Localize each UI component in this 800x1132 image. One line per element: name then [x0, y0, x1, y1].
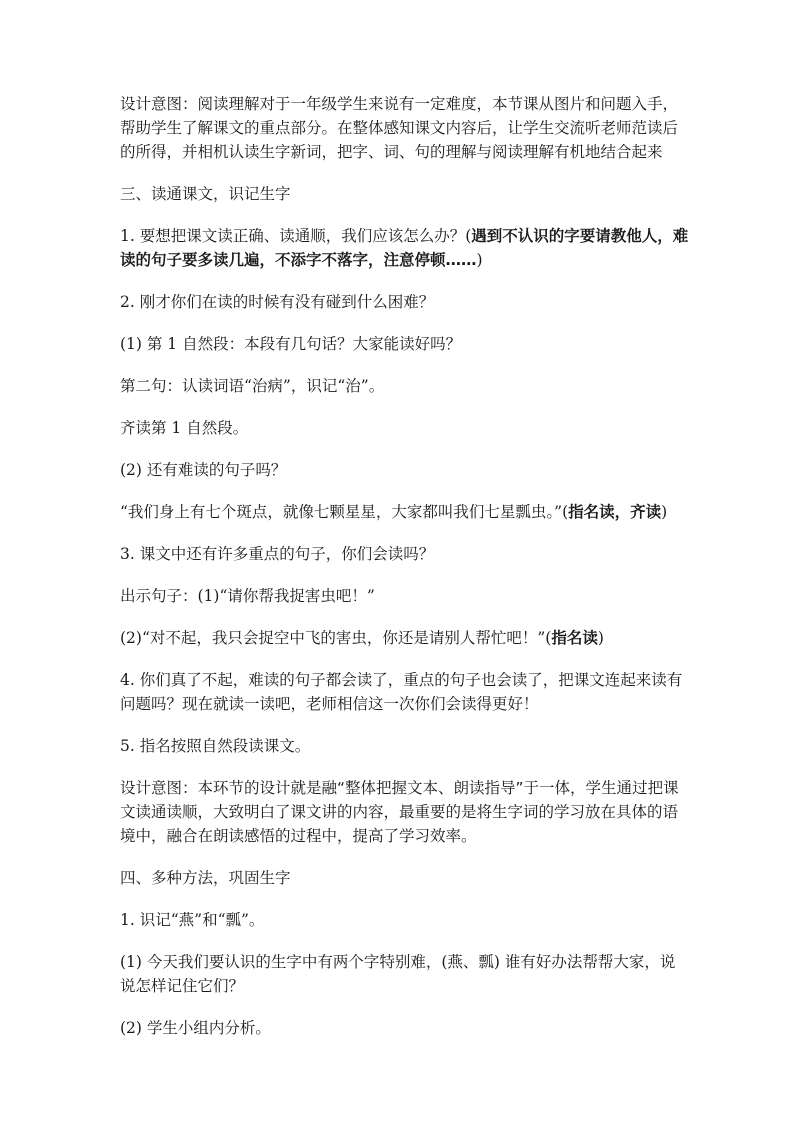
document-page	[120, 92, 690, 1058]
question-2-item-1-second-sentence: 第二句：认读词语“治病”，识记“治”。	[120, 377, 385, 395]
question-1-answer: 遇到不认识的字要请教他人，难读的句子要多读几遍，不添字不落字，注意停顿……	[120, 227, 689, 269]
question-3-item-2-note: 指名读	[551, 629, 598, 647]
question-2-item-1-group-read: 齐读第 1 自然段。	[120, 419, 249, 437]
question-3-item-2	[120, 626, 690, 650]
question-3-item-2-close-paren: )	[597, 629, 604, 647]
question-2-paragraph: 2. 刚才你们在读的时候有没有碰到什么困难？	[120, 293, 435, 311]
question-2-item-2: (2) 还有难读的句子吗？	[120, 461, 287, 479]
question-4-paragraph: 4. 你们真了不起，难读的句子都会读了，重点的句子也会读了，把课文连起来读有问题吗？现在就读一读吧，老师相信这一次你们会读得更好！	[120, 671, 683, 713]
question-2-sentence-text: “我们身上有七个斑点，就像七颗星星，大家都叫我们七星瓢虫。”(	[120, 503, 569, 521]
question-2-item-1: (1) 第 1 自然段：本段有几句话？大家能读好吗？	[120, 335, 462, 353]
question-1-paragraph	[120, 224, 690, 272]
section-4-item-1-sub-1: (1) 今天我们要认识的生字中有两个字特别难，(燕、瓢) 谁有好办法帮帮大家，说说怎样记住它们？	[120, 953, 676, 995]
question-2-sentence-close-paren: )	[661, 503, 668, 521]
design-intent-paragraph-2: 设计意图：本环节的设计就是融“整体把握文本、朗读指导”于一体，学生通过把课文读通读顺，大致明白了课文讲的内容，最重要的是将生字词的学习放在具体的语境中，融合在朗读感悟的过程中，提高了学习效率。	[120, 779, 679, 845]
section-4-heading: 四、多种方法，巩固生字	[120, 869, 291, 887]
question-5-paragraph: 5. 指名按照自然段读课文。	[120, 737, 311, 755]
question-3-paragraph: 3. 课文中还有许多重点的句子，你们会读吗？	[120, 545, 435, 563]
question-1-close-paren: )	[476, 251, 483, 269]
question-1-text: 1. 要想把课文读正确、读通顺，我们应该怎么办？(	[120, 227, 472, 245]
question-2-item-2-sentence	[120, 500, 690, 524]
section-4-item-1-sub-2: (2) 学生小组内分析。	[120, 1019, 271, 1037]
section-3-heading: 三、读通课文，识记生字	[120, 185, 291, 203]
section-4-item-1: 1. 识记“燕”和“瓢”。	[120, 911, 265, 929]
design-intent-paragraph-1: 设计意图：阅读理解对于一年级学生来说有一定难度，本节课从图片和问题入手，帮助学生了解课文的重点部分。在整体感知课文内容后，让学生交流听老师范读后的所得，并相机认读生字新词，把字、词、句的理解与阅读理解有机地结合起来	[120, 95, 679, 161]
question-2-sentence-note: 指名读，齐读	[568, 503, 662, 521]
question-3-item-2-text: (2)“对不起，我只会捉空中飞的害虫，你还是请别人帮忙吧！”(	[120, 629, 552, 647]
question-3-show-sentence: 出示句子：(1)“请你帮我捉害虫吧！”	[120, 587, 375, 605]
